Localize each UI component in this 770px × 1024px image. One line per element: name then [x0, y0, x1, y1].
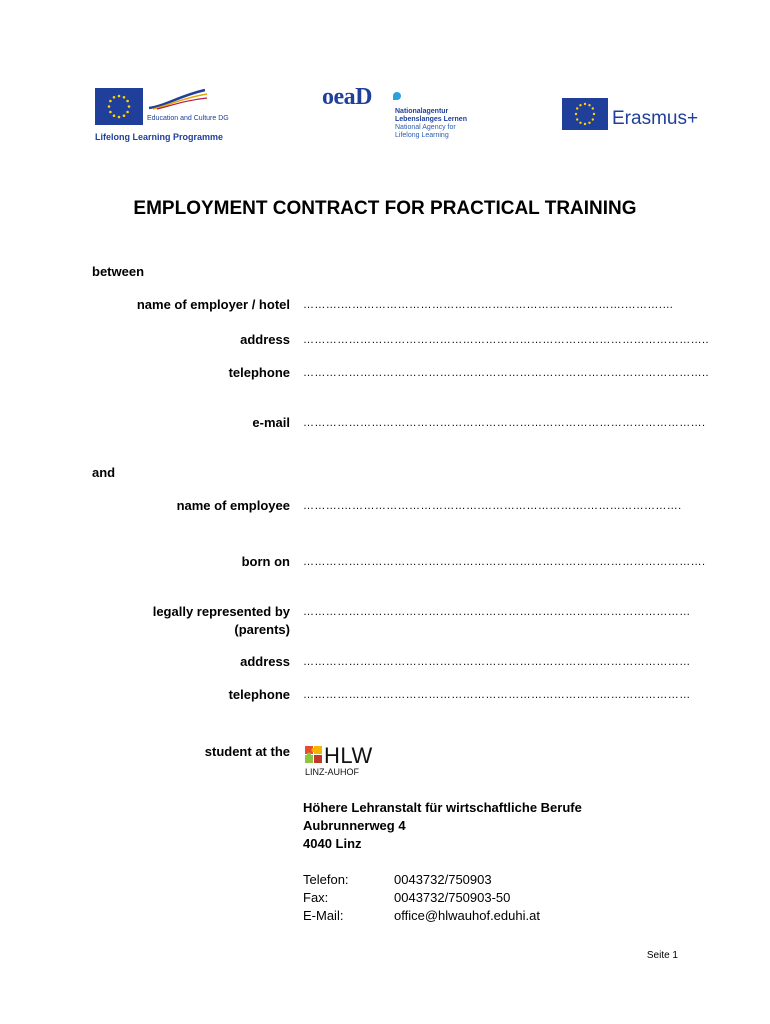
hlw-logo	[305, 745, 395, 783]
contact-row-fax: Fax: 0043732/750903-50	[303, 890, 511, 905]
oead-subtitle: Nationalagentur Lebenslanges Lernen National Agency for Lifelong Learning	[395, 108, 467, 139]
document-title: EMPLOYMENT CONTRACT FOR PRACTICAL TRAINING	[133, 198, 637, 219]
employer-name-label: name of employer / hotel	[136, 297, 290, 312]
born-on-label: born on	[241, 554, 290, 569]
oead-logo	[322, 84, 482, 150]
hlw-wordmark: HLW	[324, 743, 373, 768]
legal-representative-field[interactable]: …………………………………………………………………………………………	[303, 606, 691, 618]
page-number: Seite 1	[646, 950, 678, 961]
hlw-subtitle: LINZ-AUHOF	[305, 767, 359, 777]
puzzle-icon	[305, 746, 323, 764]
edu-culture-text: Education and Culture DG	[147, 115, 229, 122]
employee-address-field[interactable]: …………………………………………………………………………………………	[303, 656, 691, 668]
employer-address-field[interactable]: ……………………………………………………………………………………………..	[303, 334, 709, 346]
employer-email-field[interactable]: …………………………………………………………………………………………….	[303, 417, 706, 429]
school-contacts	[303, 871, 623, 925]
employer-name-field[interactable]: ……….……………………………….……………………….……….……….…	[303, 299, 674, 311]
employer-email-label: e-mail	[252, 415, 290, 430]
erasmus-wordmark: Erasmus+	[612, 108, 699, 129]
oead-wordmark: oeaD	[322, 84, 372, 110]
student-at-label: student at the	[204, 744, 290, 759]
employer-telephone-label: telephone	[228, 365, 290, 380]
employee-address-label: address	[240, 654, 290, 669]
school-address	[303, 799, 582, 853]
eu-flag-icon	[95, 88, 143, 125]
contact-row-phone: Telefon: 0043732/750903	[303, 872, 492, 887]
llp-logo	[95, 88, 235, 148]
erasmus-logo	[562, 98, 712, 130]
employee-name-label: name of employee	[176, 498, 290, 513]
school-street: Aubrunnerweg 4	[303, 818, 406, 833]
born-on-field[interactable]: …………………………………………………………………………………………….	[303, 556, 706, 568]
contact-row-email: E-Mail: office@hlwauhof.eduhi.at	[303, 908, 540, 923]
between-heading: between	[92, 264, 145, 279]
employer-address-label: address	[240, 332, 290, 347]
oead-mark-icon	[393, 92, 401, 100]
school-name: Höhere Lehranstalt für wirtschaftliche Berufe	[303, 800, 582, 815]
legal-representative-label: legally represented by (parents)	[152, 604, 290, 637]
employer-telephone-field[interactable]: ……………………………………………………………………………………………..	[303, 367, 709, 379]
employee-name-field[interactable]: ……….……………………………….……………………….…………………….	[303, 500, 682, 512]
llp-text: Lifelong Learning Programme	[95, 132, 224, 142]
eu-flag-icon	[562, 98, 608, 130]
and-heading: and	[92, 465, 116, 480]
employee-telephone-label: telephone	[228, 687, 290, 702]
school-city: 4040 Linz	[303, 836, 362, 851]
swoosh-icon	[147, 88, 209, 110]
employee-telephone-field[interactable]: …………………………………………………………………………………………	[303, 689, 691, 701]
